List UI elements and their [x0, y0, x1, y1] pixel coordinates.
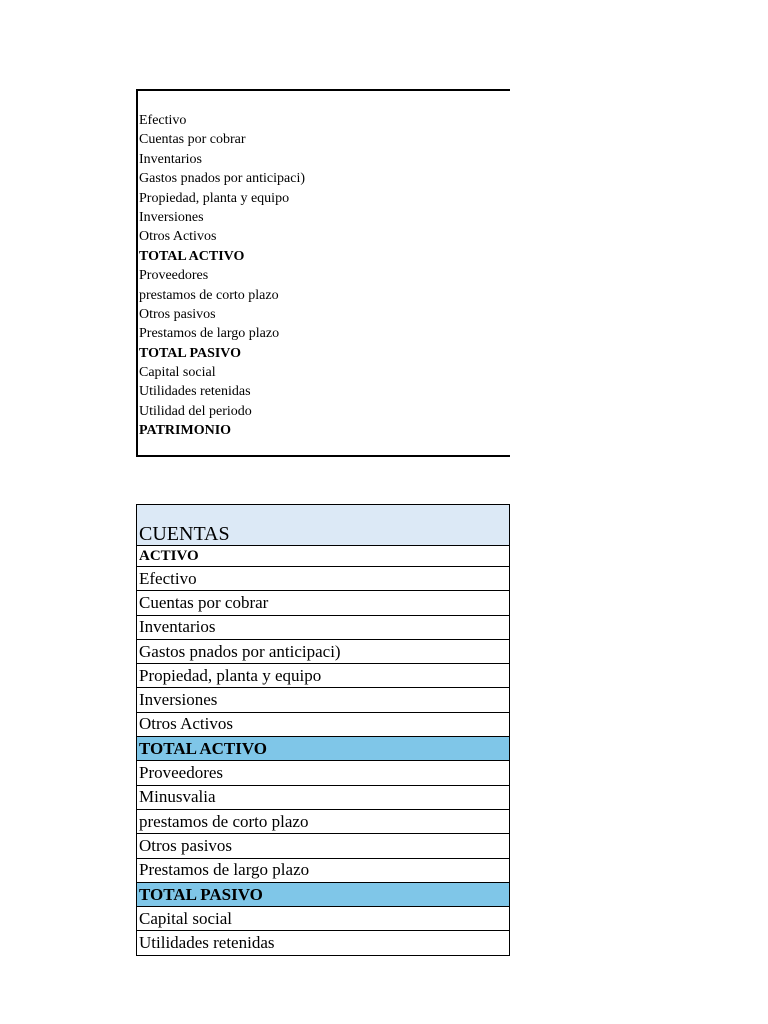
list-item: Efectivo	[139, 113, 187, 128]
table-row	[137, 858, 510, 882]
list-item: Utilidades retenidas	[139, 384, 251, 400]
table-cell: Prestamos de largo plazo	[137, 858, 510, 882]
table-row	[137, 591, 510, 615]
list-item-patrimonio: PATRIMONIO	[139, 423, 232, 439]
list-item-total-activo: TOTAL ACTIVO	[139, 248, 245, 264]
table-cell: TOTAL ACTIVO	[137, 737, 510, 761]
list-item: Propiedad, planta y equipo	[139, 190, 290, 206]
table-cell: Capital social	[137, 907, 510, 931]
accounts-table	[136, 504, 510, 956]
table-row	[137, 809, 510, 833]
account-list	[139, 111, 305, 441]
table-row	[137, 834, 510, 858]
table-cell: Gastos pnados por anticipaci)	[137, 639, 510, 663]
table-row	[137, 785, 510, 809]
list-item: Proveedores	[139, 268, 209, 284]
table-cell: ACTIVO	[137, 546, 510, 567]
table-cell: Utilidades retenidas	[137, 931, 510, 955]
table-row	[137, 688, 510, 712]
table-cell: Cuentas por cobrar	[137, 591, 510, 615]
list-item: Inversiones	[139, 209, 204, 225]
table-cell: Proveedores	[137, 761, 510, 785]
table-row	[137, 567, 510, 591]
table-cell: Efectivo	[137, 567, 510, 591]
list-item: Inventarios	[139, 151, 202, 167]
table-row-total-pasivo	[137, 882, 510, 906]
list-item: Cuentas por cobrar	[139, 132, 246, 148]
table-row-total-activo	[137, 737, 510, 761]
table-header-cuentas: CUENTAS	[137, 505, 510, 546]
table-row	[137, 931, 510, 955]
list-item: Prestamos de largo plazo	[139, 326, 280, 342]
table-header-row	[137, 505, 510, 546]
table-cell: TOTAL PASIVO	[137, 882, 510, 906]
table-cell: Propiedad, planta y equipo	[137, 664, 510, 688]
list-item: Otros Activos	[139, 229, 217, 245]
table-row	[137, 761, 510, 785]
table-row	[137, 639, 510, 663]
list-item-total-pasivo: TOTAL PASIVO	[139, 345, 242, 361]
table-row	[137, 907, 510, 931]
list-item: Gastos pnados por anticipaci)	[139, 171, 306, 187]
table-cell: Inversiones	[137, 688, 510, 712]
table-cell: Inventarios	[137, 615, 510, 639]
table-row	[137, 712, 510, 736]
list-item: Utilidad del periodo	[139, 403, 252, 419]
list-item: Otros pasivos	[139, 306, 216, 322]
list-item: Capital social	[139, 365, 216, 381]
table-cell: Otros pasivos	[137, 834, 510, 858]
list-item: prestamos de corto plazo	[139, 287, 279, 303]
table-row	[137, 615, 510, 639]
table-cell: prestamos de corto plazo	[137, 809, 510, 833]
table-cell: Minusvalia	[137, 785, 510, 809]
account-list-box	[136, 89, 510, 457]
table-row	[137, 664, 510, 688]
table-row-activo	[137, 546, 510, 567]
table-cell: Otros Activos	[137, 712, 510, 736]
